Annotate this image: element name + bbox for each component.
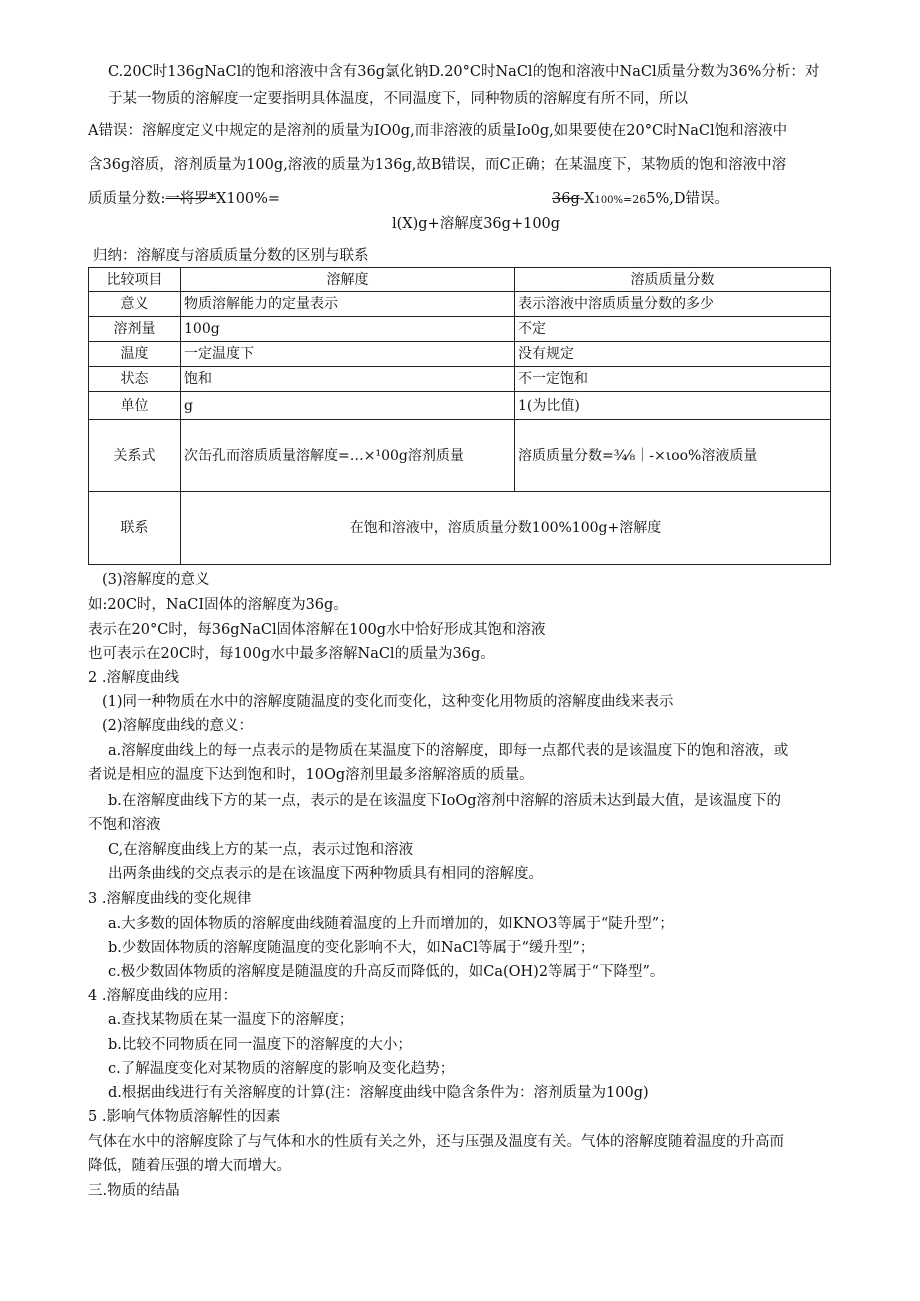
list-item: a.查找某物质在某一温度下的溶解度； xyxy=(108,1012,354,1028)
paragraph-line: 如:20C时，NaCI固体的溶解度为36g。 xyxy=(88,597,348,613)
row-label: 状态 xyxy=(89,367,181,392)
formula-denominator: l(X)g+溶解度36g+100g xyxy=(392,216,561,232)
solubility-cell: 次缶孔而溶质质量溶解度=…×¹00g溶剂质量 xyxy=(181,420,515,492)
table-link-row xyxy=(89,492,831,565)
row-label: 温度 xyxy=(89,342,181,367)
list-item: c.了解温度变化对某物质的溶解度的影响及变化趋势； xyxy=(108,1061,455,1077)
row-label: 溶剂量 xyxy=(89,317,181,342)
fraction-cell: 溶质质量分数=¾⁄₈｜-×ιoo%溶液质量 xyxy=(515,420,831,492)
solubility-cell: g xyxy=(181,392,515,420)
formula-percent: 100% xyxy=(594,195,624,206)
table-row xyxy=(89,292,831,317)
formula-prefix: 质质量分数: xyxy=(88,191,166,207)
paragraph-line: 降低，随着压强的增大而增大。 xyxy=(88,1158,291,1174)
formula-line xyxy=(88,189,280,209)
paragraph-line: a.溶解度曲线上的每一点表示的是物质在某温度下的溶解度，即每一点都代表的是该温度下的饱和溶液，或 xyxy=(108,743,789,759)
section-heading: 5 .影响气体物质溶解性的因素 xyxy=(88,1109,281,1125)
paragraph-line: 也可表示在20C时，每100g水中最多溶解NaCl的质量为36g。 xyxy=(88,646,495,662)
section-heading: 4 .溶解度曲线的应用： xyxy=(88,988,237,1004)
paragraph-line: b.在溶解度曲线下方的某一点，表示的是在该温度下IoOg溶剂中溶解的溶质未达到最大值，是该温度下的 xyxy=(108,793,782,809)
analysis-line-3: A错误：溶解度定义中规定的是溶剂的质量为IO0g,而非溶液的质量Io0g,如果要使在20°C时NaCl饱和溶液中 xyxy=(88,123,788,139)
solubility-cell: 100g xyxy=(181,317,515,342)
header-solubility: 溶解度 xyxy=(181,268,515,292)
list-item: a.大多数的固体物质的溶解度曲线随着温度的上升而增加的，如KNO3等属于“陡升型”； xyxy=(108,916,674,932)
paragraph-line: 气体在水中的溶解度除了与气体和水的性质有关之外，还与压强及温度有关。气体的溶解度随着温度的升高而 xyxy=(88,1134,784,1150)
section-heading: (3)溶解度的意义 xyxy=(102,572,210,588)
table-row xyxy=(89,317,831,342)
analysis-line-1: C.20C时136gNaCl的饱和溶液中含有36g氯化钠D.20°C时NaCl的饱和溶液中NaCl质量分数为36%分析：对 xyxy=(108,64,820,80)
link-cell: 在饱和溶液中，溶质质量分数100%100g+溶解度 xyxy=(181,492,831,565)
row-label: 关系式 xyxy=(89,420,181,492)
paragraph-line: 者说是相应的温度下达到饱和时，10Og溶剂里最多溶解溶质的质量。 xyxy=(88,767,534,783)
row-label: 联系 xyxy=(89,492,181,565)
paragraph-line: 出两条曲线的交点表示的是在该温度下两种物质具有相同的溶解度。 xyxy=(108,866,543,882)
fraction-cell: 没有规定 xyxy=(515,342,831,367)
fraction-cell: 不定 xyxy=(515,317,831,342)
paragraph-line: (1)同一种物质在水中的溶解度随温度的变化而变化，这种变化用物质的溶解度曲线来表示 xyxy=(102,694,674,710)
list-item: b.少数固体物质的溶解度随温度的变化影响不大，如NaCl等属于“缓升型”； xyxy=(108,940,595,956)
comparison-table xyxy=(88,267,831,565)
summary-heading: 归纳：溶解度与溶质质量分数的区别与联系 xyxy=(93,248,369,264)
paragraph-line: (2)溶解度曲线的意义： xyxy=(102,718,254,734)
solubility-cell: 饱和 xyxy=(181,367,515,392)
formula-struck-value: 36g xyxy=(552,191,580,207)
section-heading: 三.物质的结晶 xyxy=(88,1183,180,1199)
table-row xyxy=(89,420,831,492)
row-label: 意义 xyxy=(89,292,181,317)
formula-result xyxy=(552,189,729,211)
analysis-line-2: 于某一物质的溶解度一定要指明具体温度，不同温度下，同种物质的溶解度有所不同，所以 xyxy=(108,91,688,107)
header-item: 比较项目 xyxy=(89,268,181,292)
formula-multiplier: X100%= xyxy=(216,191,281,207)
table-row xyxy=(89,342,831,367)
fraction-cell: 1(为比值) xyxy=(515,392,831,420)
table-row xyxy=(89,392,831,420)
row-label: 单位 xyxy=(89,392,181,420)
table-header-row xyxy=(89,268,831,292)
fraction-cell: 表示溶液中溶质质量分数的多少 xyxy=(515,292,831,317)
list-item: d.根据曲线进行有关溶解度的计算(注：溶解度曲线中隐含条件为：溶剂质量为100g) xyxy=(108,1085,649,1101)
section-heading: 3 .溶解度曲线的变化规律 xyxy=(88,891,252,907)
formula-equals: =26 xyxy=(623,193,647,206)
formula-conclusion: 5%,D错误。 xyxy=(646,191,730,207)
paragraph-line: C,在溶解度曲线上方的某一点，表示过饱和溶液 xyxy=(108,842,414,858)
list-item: c.极少数固体物质的溶解度是随温度的升高反而降低的，如Ca(OH)2等属于“下降型”。 xyxy=(108,964,665,980)
solubility-cell: 物质溶解能力的定量表示 xyxy=(181,292,515,317)
header-mass-fraction: 溶质质量分数 xyxy=(515,268,831,292)
paragraph-line: 不饱和溶液 xyxy=(88,817,161,833)
solubility-cell: 一定温度下 xyxy=(181,342,515,367)
formula-struck-text: 一将罗* xyxy=(165,191,217,207)
formula-x: -X xyxy=(579,191,595,207)
fraction-cell: 不一定饱和 xyxy=(515,367,831,392)
list-item: b.比较不同物质在同一温度下的溶解度的大小； xyxy=(108,1037,412,1053)
paragraph-line: 表示在20°C时，每36gNaCl固体溶解在100g水中恰好形成其饱和溶液 xyxy=(88,622,546,638)
table-row xyxy=(89,367,831,392)
analysis-line-4: 含36g溶质，溶剂质量为100g,溶液的质量为136g,故B错误，而C正确；在某温度下，某物质的饱和溶液中溶 xyxy=(88,157,787,173)
section-heading: 2 .溶解度曲线 xyxy=(88,670,179,686)
